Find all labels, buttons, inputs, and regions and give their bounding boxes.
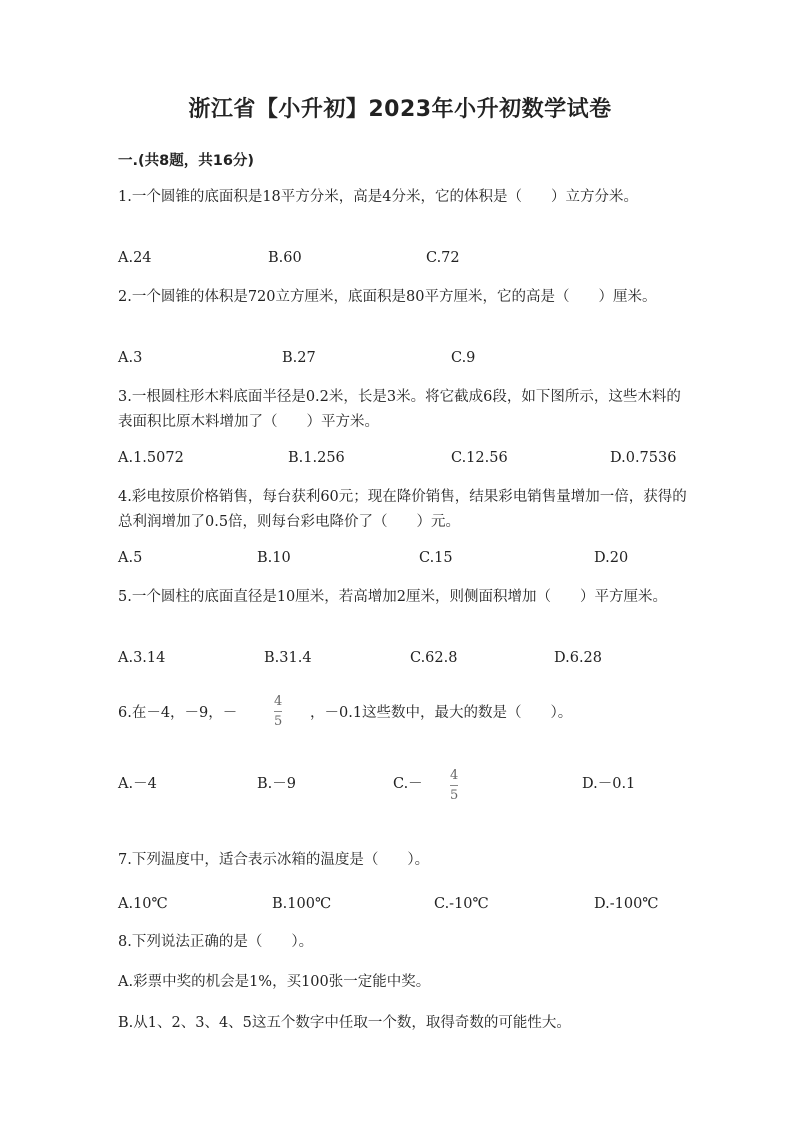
q2-option-c[interactable]: C.9 [451,350,476,366]
q4-option-c[interactable]: C.15 [419,550,453,566]
q3-option-c[interactable]: C.12.56 [451,450,508,466]
q5-option-d[interactable]: D.6.28 [554,650,603,666]
q5-option-b[interactable]: B.31.4 [264,650,312,666]
q8-option-b[interactable]: B.从1、2、3、4、5这五个数字中任取一个数，取得奇数的可能性大。 [118,1015,571,1031]
q3-option-a[interactable]: A.1.5072 [118,450,184,466]
question-7-options [118,893,688,915]
q6-option-c-fraction[interactable] [446,768,462,803]
page-title: 浙江省【小升初】2023年小升初数学试卷 [188,97,612,122]
q8-option-a[interactable]: A.彩票中奖的机会是1%，买100张一定能中奖。 [118,974,431,990]
q7-option-d[interactable]: D.-100℃ [594,896,659,912]
question-6-fraction [270,694,286,729]
question-2-options [118,347,688,369]
question-2-text: 2.一个圆锥的体积是720立方厘米，底面积是80平方厘米，它的高是（ ）厘米。 [118,289,657,305]
question-6-prefix: 6.在－4，－9，－ [118,705,238,721]
q7-option-b[interactable]: B.100℃ [272,896,332,912]
q6-option-c-numerator: 4 [450,768,459,783]
question-5-text: 5.一个圆柱的底面直径是10厘米，若高增加2厘米，则侧面积增加（ ）平方厘米。 [118,589,668,605]
q5-option-a[interactable]: A.3.14 [118,650,166,666]
q7-option-a[interactable]: A.10℃ [118,896,168,912]
q6-option-d[interactable]: D.－0.1 [582,776,636,792]
section-heading: 一.(共8题，共16分) [118,153,255,169]
question-4-text: 4.彩电按原价格销售，每台获利60元；现在降价销售，结果彩电销售量增加一倍，获得的总利润增加了0.5倍，则每台彩电降价了（ ）元。 [118,489,687,530]
q6-option-c-prefix[interactable]: C.－ [393,776,423,792]
q1-option-c[interactable]: C.72 [426,250,460,266]
q6-fraction-numerator: 4 [274,694,283,709]
question-4-options [118,547,688,569]
q5-option-c[interactable]: C.62.8 [410,650,458,666]
q6-option-c-denominator: 5 [450,785,458,803]
question-7-text: 7.下列温度中，适合表示冰箱的温度是（ ）。 [118,852,430,868]
question-1-text: 1.一个圆锥的底面积是18平方分米，高是4分米，它的体积是（ ）立方分米。 [118,189,639,205]
q1-option-a[interactable]: A.24 [118,250,152,266]
q4-option-a[interactable]: A.5 [118,550,143,566]
q6-option-a[interactable]: A.－4 [118,776,157,792]
q4-option-b[interactable]: B.10 [257,550,291,566]
question-1-options [118,247,688,269]
q4-option-d[interactable]: D.20 [594,550,629,566]
question-3-options [118,447,688,469]
question-6-suffix: ，－0.1这些数中，最大的数是（ ）。 [310,705,573,721]
q3-option-d[interactable]: D.0.7536 [610,450,677,466]
q6-fraction-denominator: 5 [274,711,282,729]
q2-option-a[interactable]: A.3 [118,350,143,366]
q7-option-c[interactable]: C.-10℃ [434,896,489,912]
question-5-options [118,647,688,669]
q1-option-b[interactable]: B.60 [268,250,302,266]
question-3-text: 3.一根圆柱形木料底面半径是0.2米，长是3米。将它截成6段，如下图所示，这些木料的表面积比原木料增加了（ ）平方米。 [118,389,681,430]
q6-option-b[interactable]: B.－9 [257,776,296,792]
question-8-text: 8.下列说法正确的是（ ）。 [118,934,314,950]
q2-option-b[interactable]: B.27 [282,350,316,366]
q3-option-b[interactable]: B.1.256 [288,450,345,466]
